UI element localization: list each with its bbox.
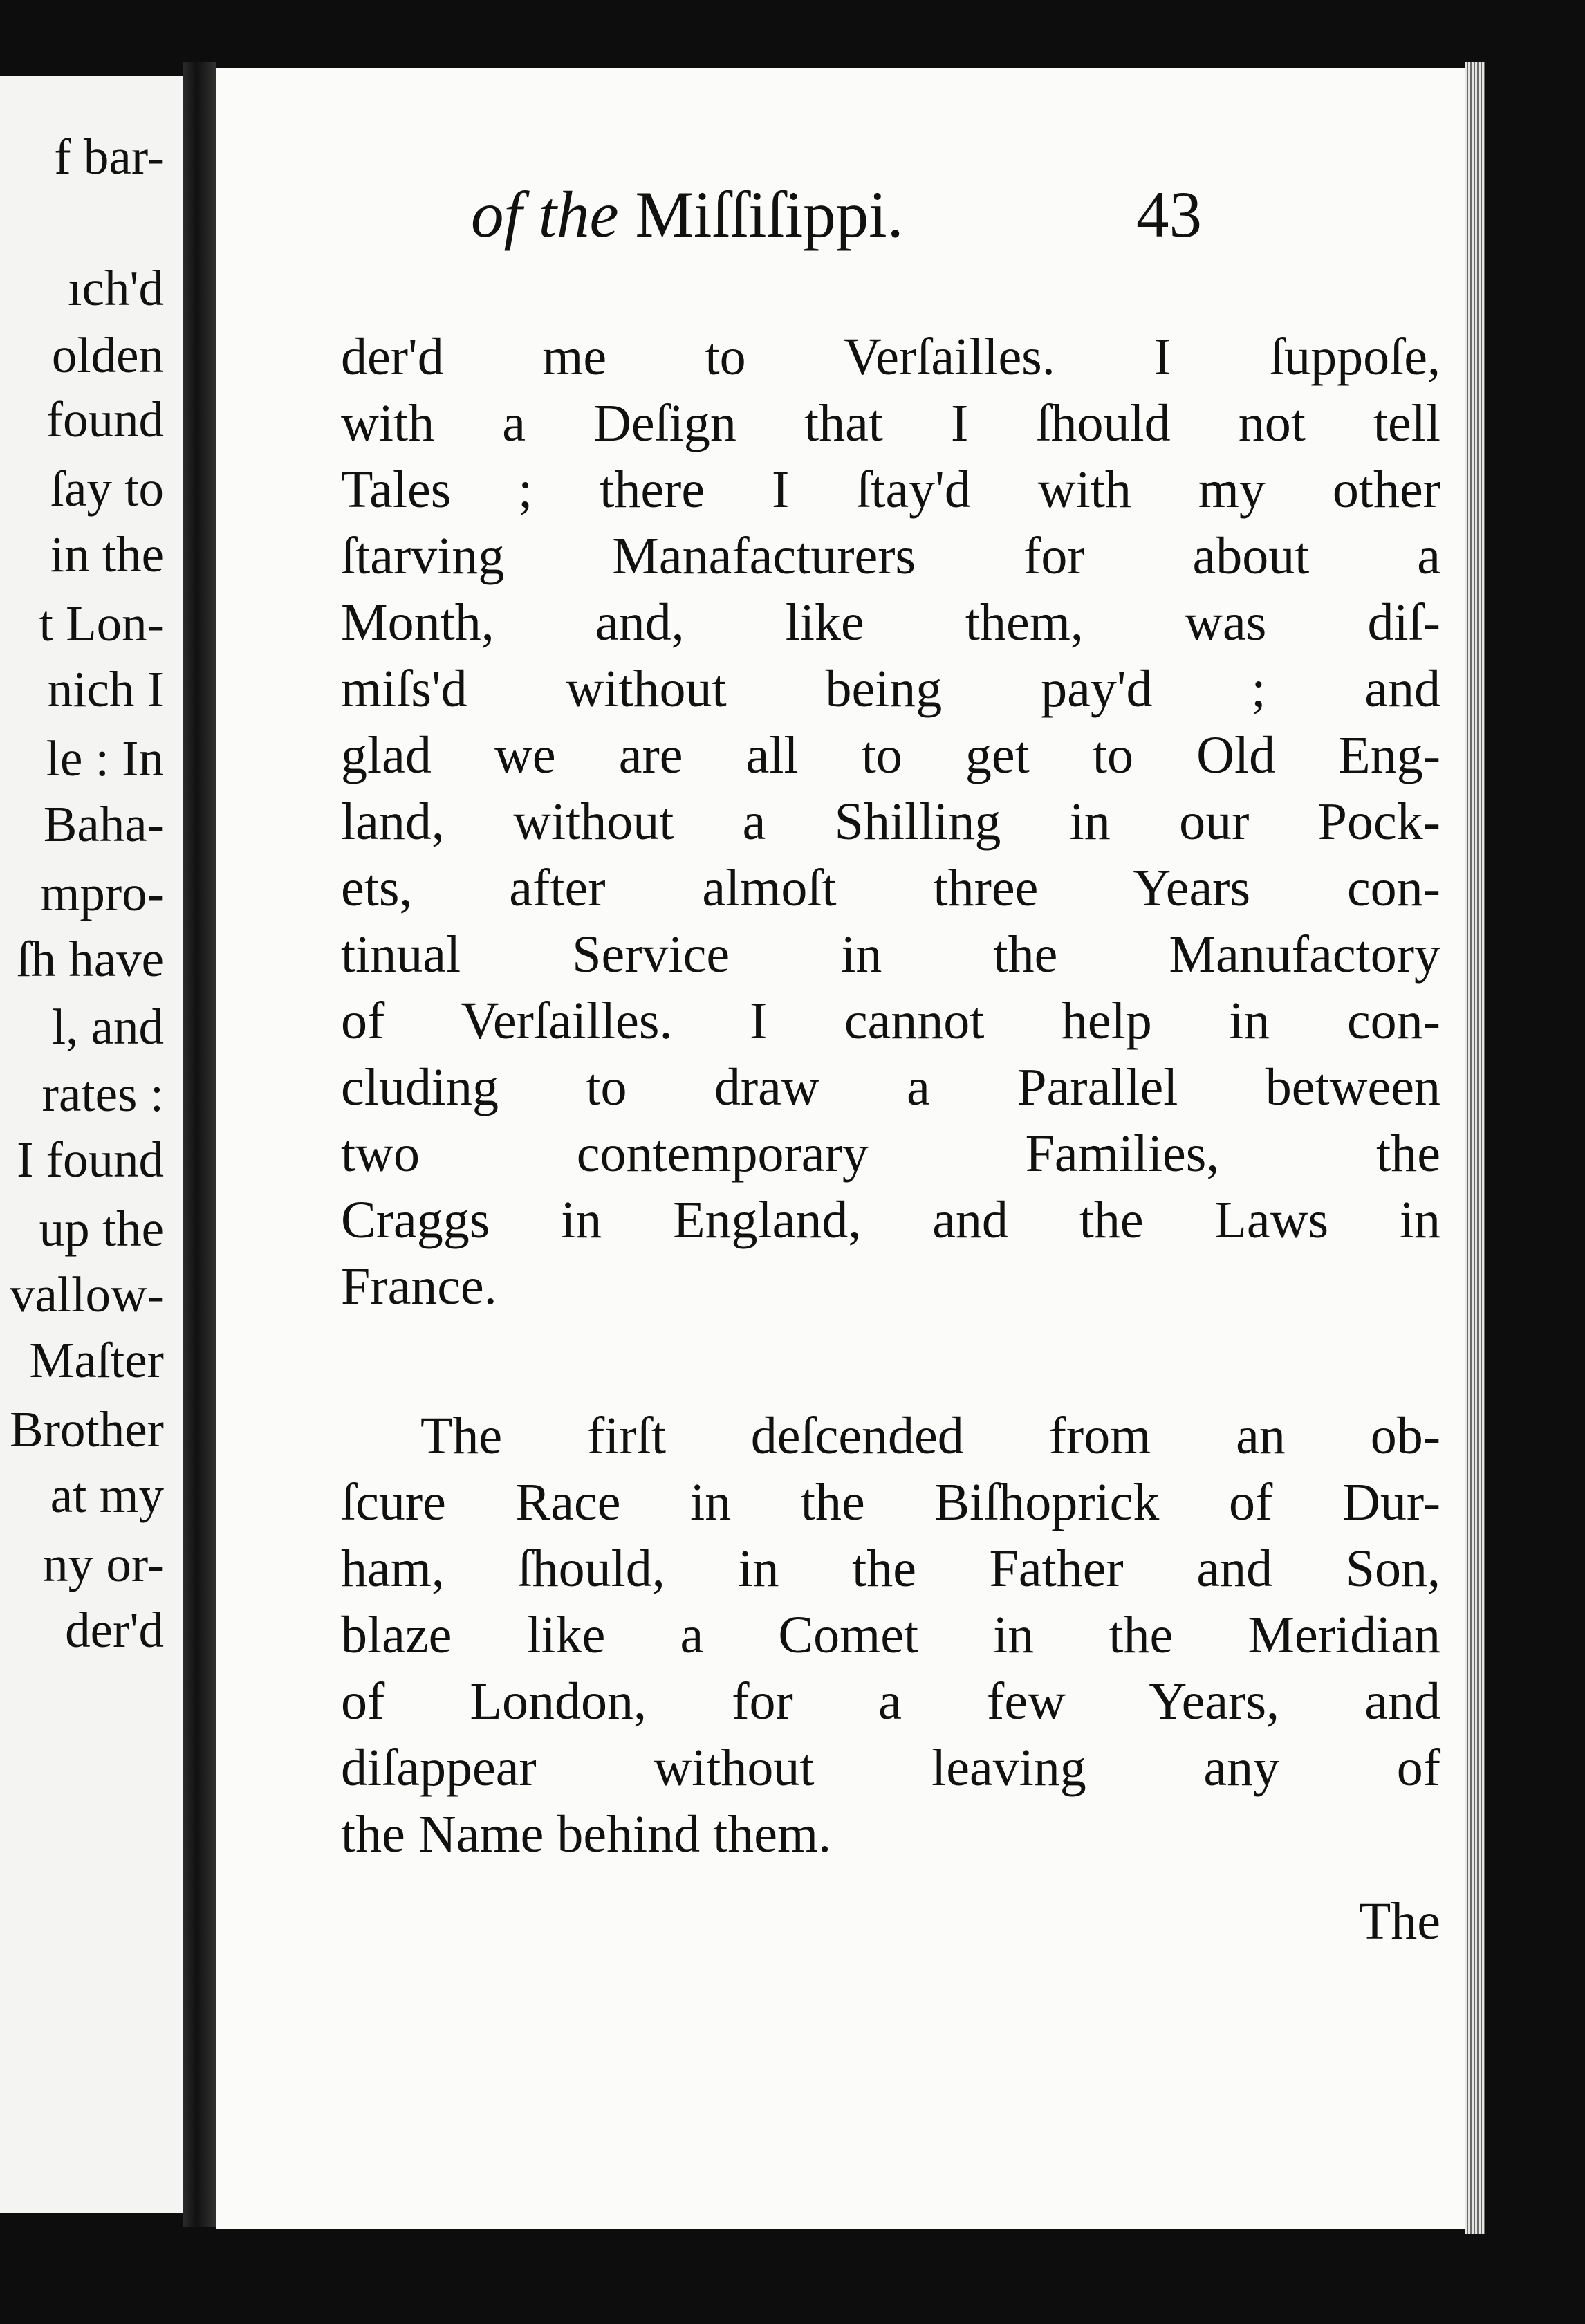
text-line: of London, for a few Years, and (341, 1672, 1440, 1731)
page-edges (1465, 62, 1485, 2234)
text-line: glad we are all to get to Old Eng- (341, 726, 1440, 784)
text-line: The firſt deſcended from an ob- (420, 1407, 1440, 1465)
left-page-line: olden (51, 327, 164, 383)
text-line: Month, and, like them, was diſ- (341, 593, 1440, 652)
left-page-line: up the (39, 1201, 164, 1257)
book-gutter (183, 62, 216, 2227)
text-line: land, without a Shilling in our Pock- (341, 793, 1440, 851)
catchword: The (1358, 1892, 1440, 1950)
text-line: ets, after almoſt three Years con- (341, 859, 1440, 917)
text-line: blaze like a Comet in the Meridian (341, 1606, 1440, 1664)
right-page (216, 68, 1465, 2229)
page-number: 43 (1136, 178, 1202, 251)
paragraph-1 (341, 324, 1440, 1320)
left-page-line: f bar- (54, 129, 164, 185)
left-page-line: at my (50, 1467, 164, 1523)
left-page-line: found (46, 391, 164, 448)
body-text (341, 324, 1440, 1955)
running-head-roman: Miſſiſippi. (635, 178, 904, 251)
left-page-line: rates : (41, 1066, 164, 1122)
text-line: cluding to draw a Parallel between (341, 1058, 1440, 1116)
text-line: miſs'd without being pay'd ; and (341, 660, 1440, 718)
left-page-line: in the (50, 526, 164, 582)
left-page-line: I found (17, 1132, 164, 1188)
left-page-line: l, and (51, 999, 164, 1055)
text-line: der'd me to Verſailles. I ſuppoſe, (341, 328, 1440, 386)
left-page-line: le : In (46, 730, 164, 786)
page-header (216, 175, 1465, 258)
left-page-line: ny or- (43, 1536, 164, 1592)
left-page-line: ſh have (17, 931, 164, 987)
left-page-fragment (0, 76, 183, 2213)
text-line: ſcure Race in the Biſhoprick of Dur- (341, 1473, 1440, 1531)
left-page-line: Maſter (29, 1332, 164, 1388)
running-head-italic: of the (471, 178, 619, 251)
left-page-line: vallow- (10, 1266, 164, 1322)
text-line: ham, ſhould, in the Father and Son, (341, 1540, 1440, 1598)
paragraph-2 (341, 1403, 1440, 1868)
left-page-line: Baha- (43, 796, 164, 852)
text-line: the Name behind them. (341, 1805, 832, 1863)
text-line: with a Deſign that I ſhould not tell (341, 394, 1440, 452)
text-line: tinual Service in the Manufactory (341, 925, 1440, 984)
left-page-line: ſay to (50, 461, 164, 517)
left-page-line: der'd (65, 1602, 164, 1658)
left-page-line: mpro- (40, 865, 164, 921)
text-line: Craggs in England, and the Laws in (341, 1191, 1440, 1249)
left-page-line: t Lon- (39, 596, 164, 652)
left-page-line: Brother (10, 1401, 164, 1457)
text-line: ſtarving Manafacturers for about a (341, 527, 1440, 585)
left-page-line: ıch'd (68, 260, 164, 316)
text-line: of Verſailles. I cannot help in con- (341, 992, 1440, 1050)
running-head (471, 175, 903, 254)
text-line: Tales ; there I ſtay'd with my other (341, 461, 1440, 519)
text-line: two contemporary Families, the (341, 1125, 1440, 1183)
paragraph-gap (341, 1320, 1440, 1403)
left-page-line: nich I (47, 661, 164, 717)
text-line: diſappear without leaving any of (341, 1739, 1440, 1797)
text-line: France. (341, 1257, 497, 1316)
